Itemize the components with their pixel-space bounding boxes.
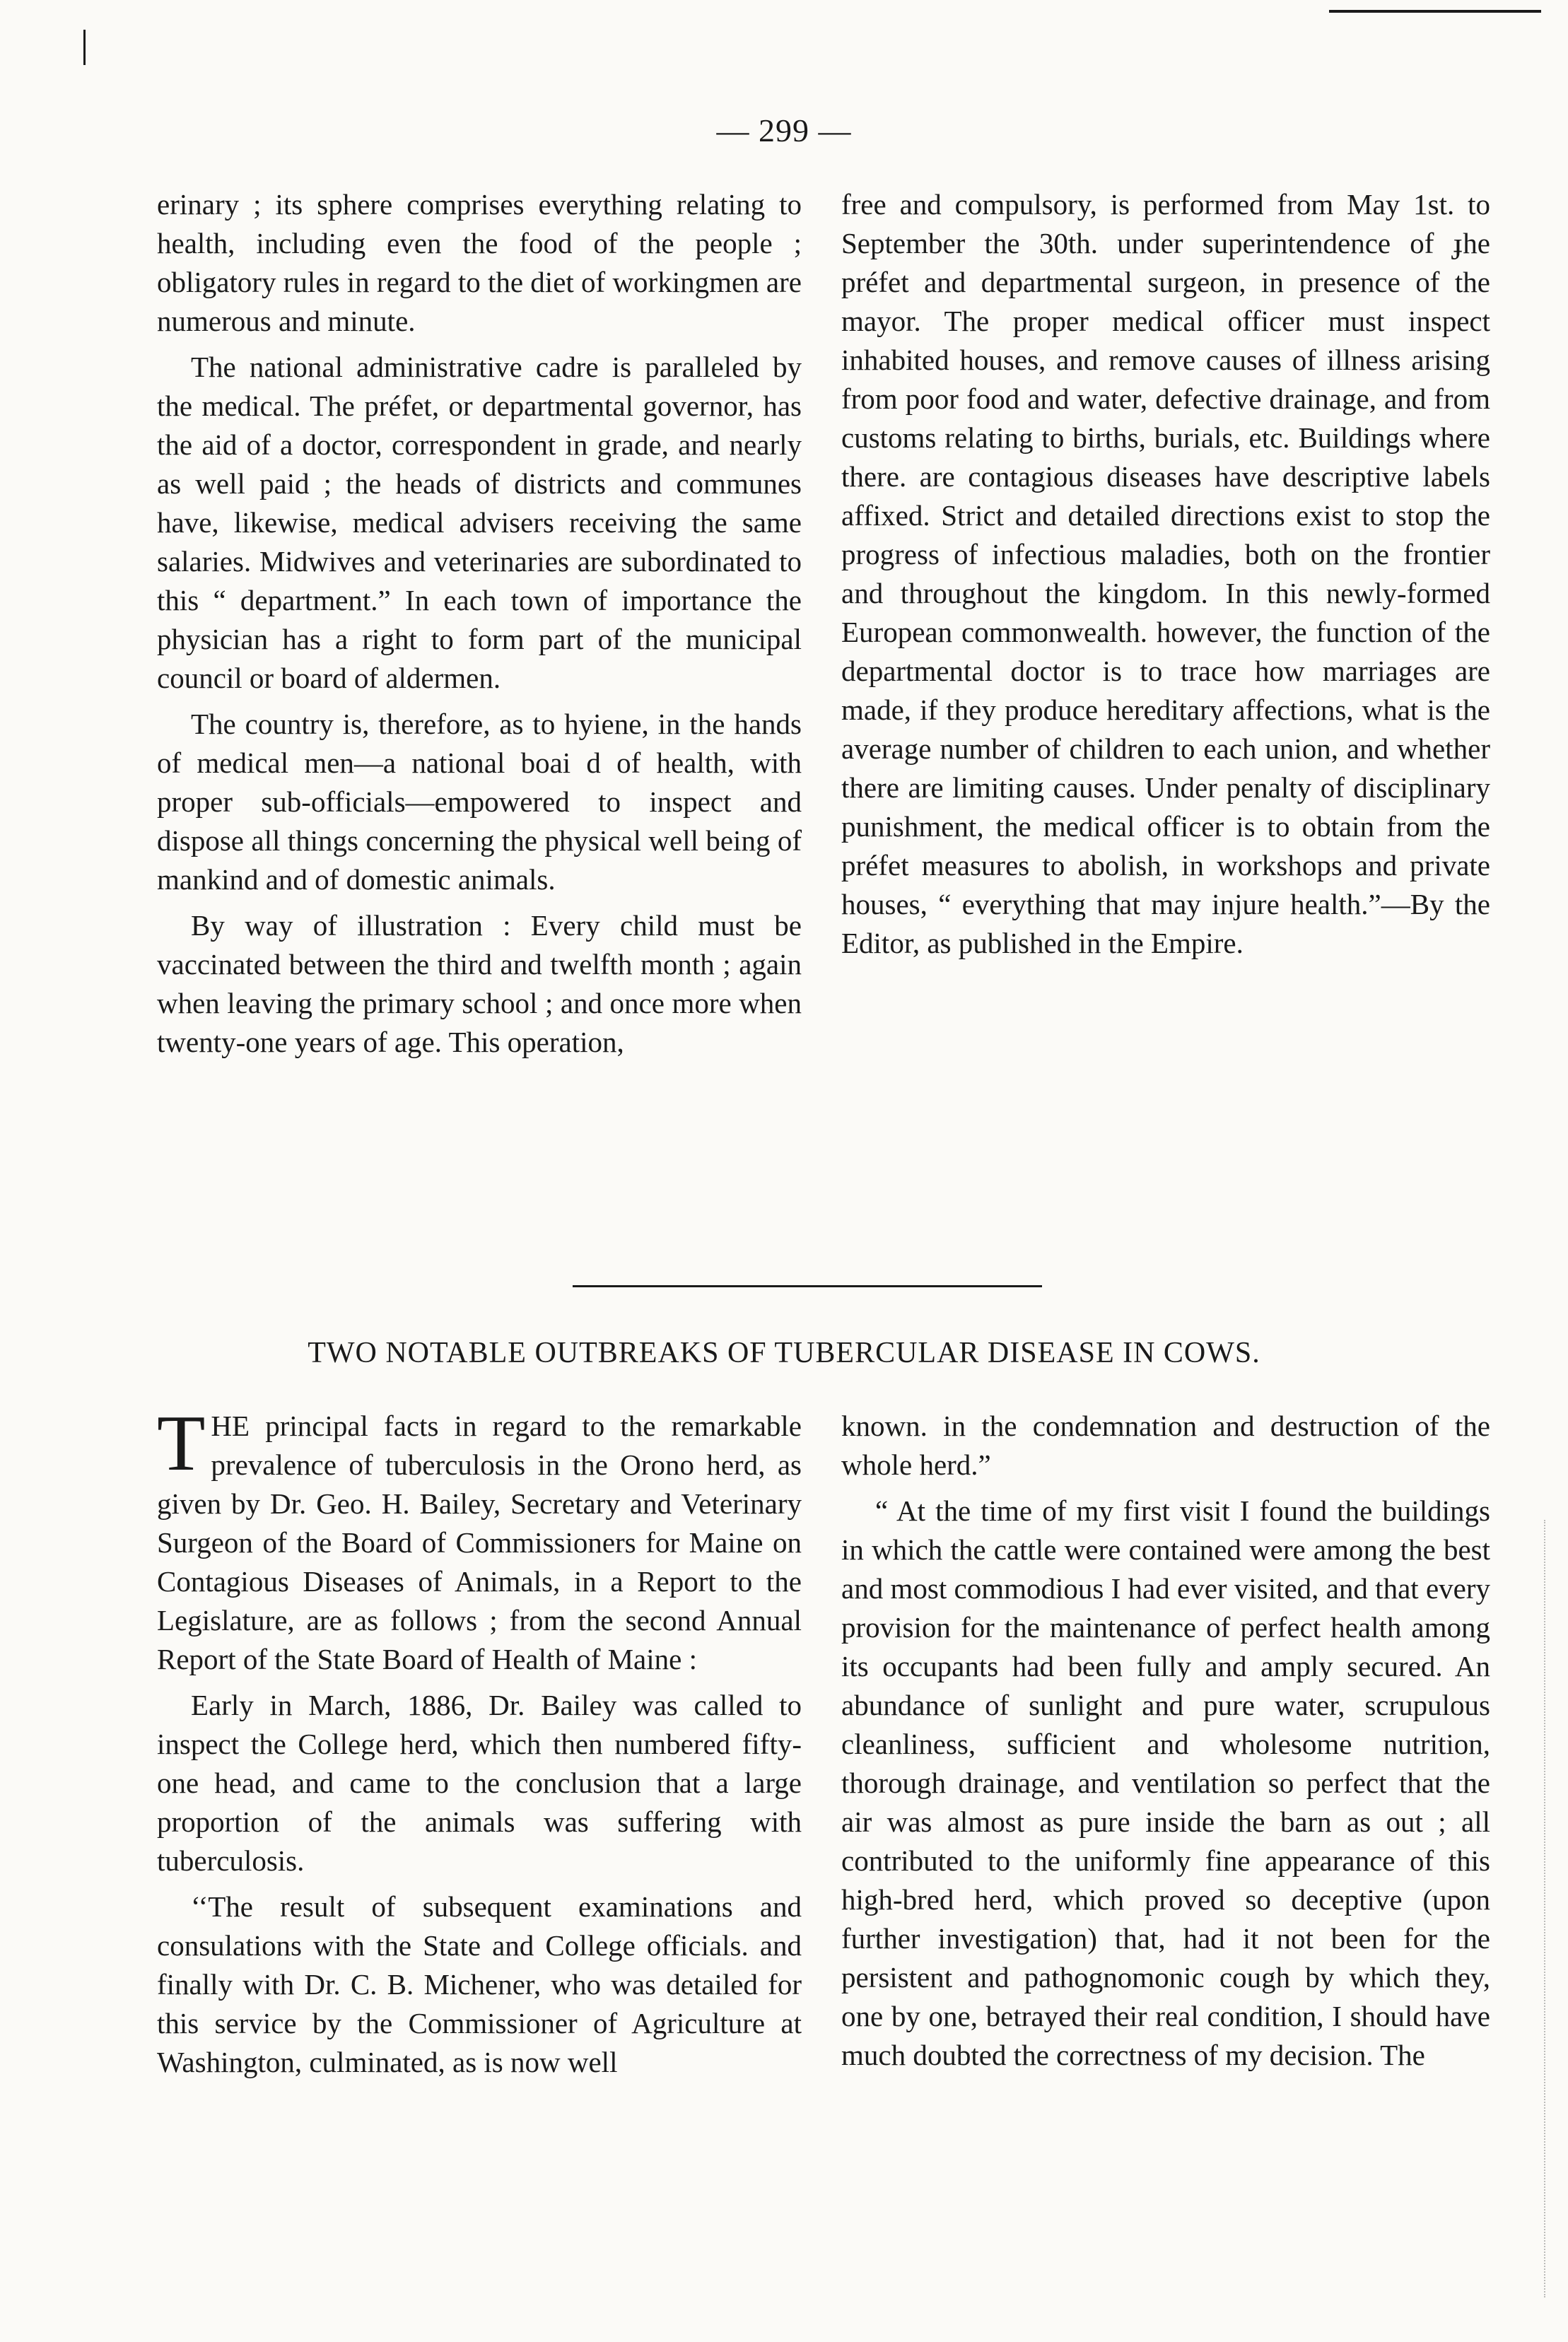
- top-right-column: [841, 185, 1490, 970]
- article-title: TWO NOTABLE OUTBREAKS OF TUBERCULAR DISEASE IN COWS.: [308, 1337, 1260, 1369]
- bottom-right-column: [841, 1407, 1490, 2082]
- paragraph: The country is, therefore, as to hyiene, in the hands of medical men—a national boai d of health, with proper sub-officials—empowered to inspect and dispose all things concerning the physical well being of mankind and of domestic animals.: [157, 708, 802, 896]
- paragraph: ‘‘The result of subsequent examinations and consulations with the State and College officials. and finally with Dr. C. B. Michener, who was detailed for this service by the Commissioner of Agriculture at Washington, culminated, as is now well: [157, 1890, 802, 2078]
- paragraph: erinary ; its sphere comprises everything relating to health, including even the food of the people ; obligatory rules in regard to the diet of workingmen are numerous and minute.: [157, 188, 802, 337]
- paragraph: known. in the condemnation and destruction of the whole herd.”: [841, 1410, 1490, 1481]
- paragraph: By way of illustration : Every child must be vaccinated between the third and twelfth month ; again when leaving the primary school ; and once more when twenty-one years of age. This operation,: [157, 909, 802, 1058]
- paragraph: Early in March, 1886, Dr. Bailey was called to inspect the College herd, which then numbered fifty-one head, and came to the conclusion that a large proportion of the animals was suffering with tuberculosis.: [157, 1689, 802, 1877]
- top-edge-rule: [1329, 10, 1541, 13]
- scan-edge-marks: [1544, 1520, 1555, 2297]
- paragraph: [157, 1400, 802, 1679]
- paragraph: The national administrative cadre is paralleled by the medical. The préfet, or departmental governor, has the aid of a doctor, correspondent in grade, and nearly as well paid ; the heads of districts and communes have, likewise, medical advisers receiving the same salaries. Midwives and veterinaries are subordinated to this “ department.” In each town of importance the physician has a right to form part of the municipal council or board of aldermen.: [157, 351, 802, 694]
- paragraph-text: HE principal facts in regard to the remarkable prevalence of tuberculosis in the Orono herd, as given by Dr. Geo. H. Bailey, Secretary and Veterinary Surgeon of the Board of Commissioners for Maine on Contagious Diseases of Animals, in a Report to the Legislature, are as follows ; from the second Annual Report of the State Board of Health of Maine :: [157, 1410, 802, 1675]
- paragraph: “ At the time of my first visit I found the buildings in which the cattle were contained were among the best and most commodious I had ever visited, and that every provision for the maintenance of perfect health among its occupants had been fully and amply secured. An abundance of sunlight and pure water, scrupulous cleanliness, sufficient and wholesome nutrition, thorough drainage, and ventilation so perfect that the air was almost as pure inside the barn as out ; all contributed to the uniformly fine appearance of this high-bred herd, which proved so deceptive (upon further investigation) that, had it not been for the persistent and pathognomonic cough by which they, one by one, betrayed their real condition, I should have much doubted the correctness of my decision. The: [841, 1494, 1490, 2071]
- page-number: — 299 —: [716, 112, 852, 148]
- section-divider: [573, 1285, 1042, 1287]
- bottom-left-column: [157, 1400, 802, 2089]
- drop-cap: T: [157, 1400, 206, 1487]
- paragraph: free and compulsory, is performed from May 1st. to September the 30th. under superintendence of ɟhe préfet and departmental surgeon, in presence of the mayor. The proper medical officer must inspect inhabited houses, and remove causes of illness arising from poor food and water, defective drainage, and from customs relating to births, burials, etc. Buildings where there. are contagious diseases have descriptive labels affixed. Strict and detailed directions exist to stop the progress of infectious maladies, both on the frontier and throughout the kingdom. In this newly-formed European commonwealth. however, the function of the departmental doctor is to trace how marriages are made, if they produce hereditary affections, what is the average number of children to each union, and whether there are limiting causes. Under penalty of disciplinary punishment, the medical officer is to obtain from the préfet measures to abolish, in workshops and private houses, “ everything that may injure health.”—By the Editor, as published in the Empire.: [841, 188, 1490, 959]
- top-left-column: [157, 185, 802, 1069]
- margin-tick-mark: [83, 30, 86, 65]
